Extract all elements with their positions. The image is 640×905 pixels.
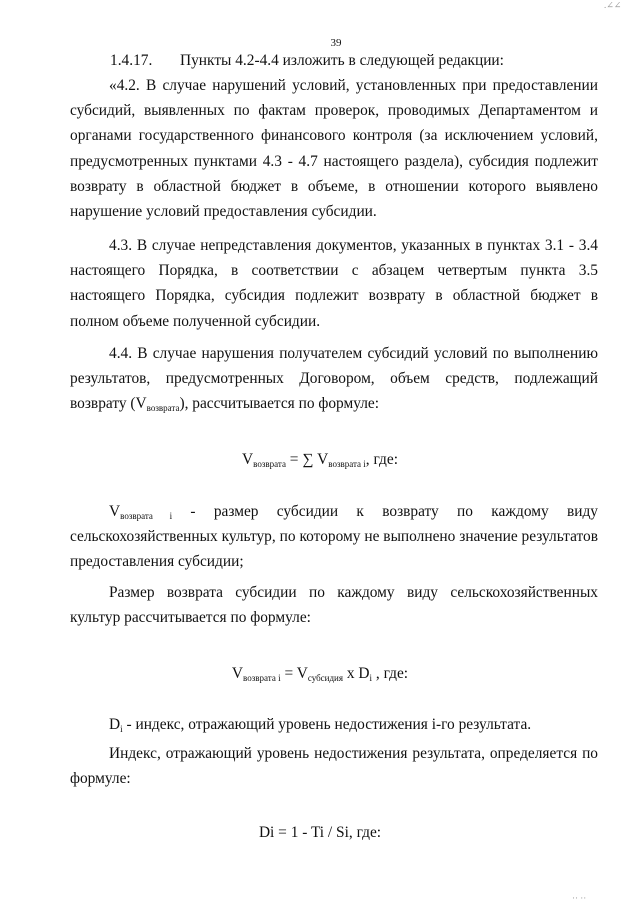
section-number: 1.4.17. [110, 52, 153, 69]
formula2-v: V [231, 665, 244, 682]
formula2-sub1: возврата i [243, 673, 281, 683]
definition-v-return-i [70, 499, 598, 575]
paragraph-4-2: «4.2. В случае нарушений условий, установленных при предоставлении субсидий, выявленных по фактам проверок, проводимых Департаментом и органами государственного финансового контроля (за исключением условий, предусмотренных пунктами 4.3 - 4.7 настоящего раздела), субсидия подлежит возврату в областной бюджет в объеме, в отношении которого выявлено нарушение условий предоставления субсидии. [70, 77, 598, 221]
p44-subscript: возврата [146, 403, 180, 414]
formula-return-per-crop [0, 663, 640, 685]
def-v-text: - размер субсидии к возврату по каждому виду сельскохозяйственных культур, по которому не выполнено значение результатов предоставления субсидии; [70, 503, 598, 571]
formula2-sub2: субсидия [307, 673, 343, 683]
def-d-symbol: D [109, 716, 121, 733]
paragraph-return-size: Размер возврата субсидии по каждому виду сельскохозяйственных культур рассчитывается по формуле: [70, 584, 598, 627]
p44-text: 4.4. В случае нарушения получателем субсидий условий по выполнению результатов, предусмотренных Договором, объем средств, подлежащий возврату (V [70, 345, 598, 413]
def-d-text: - индекс, отражающий уровень недостижения i-го результата. [122, 716, 532, 733]
corner-mark-top: .∠∠ [604, 0, 622, 10]
paragraph-4-4 [70, 341, 598, 417]
paragraph-4-3: 4.3. В случае непредставления документов, указанных в пунктах 3.1 - 3.4 настоящего Порядка, в соответствии с абзацем четвертым пункта 3.5 настоящего Порядка, субсидия подлежит возврату в областной бюджет в полном объеме полученной субсидии. [70, 237, 598, 330]
corner-mark-bottom: ·· ·· [572, 893, 587, 903]
page-number: 39 [330, 37, 342, 49]
formula1-tail: , где: [365, 451, 398, 468]
def-v-subscript: возврата i [120, 511, 173, 521]
formula2-sub3: i [369, 673, 373, 683]
formula1-sub2: возврата i [328, 459, 366, 469]
def-d-subscript: i [120, 724, 123, 734]
definition-d-i [70, 712, 598, 737]
def-v-symbol: V [109, 503, 121, 520]
formula2-eq: = V [280, 665, 308, 682]
formula-total-return [0, 449, 640, 471]
formula-index: Di = 1 - Ti / Si, где: [258, 824, 382, 841]
formula1-eq: = ∑ V [285, 451, 329, 468]
p44-tail: ), рассчитывается по формуле: [179, 395, 380, 413]
formula2-tail: , где: [372, 665, 409, 682]
section-heading-text: Пункты 4.2-4.4 изложить в следующей редакции: [180, 52, 504, 69]
formula1-v: V [242, 451, 254, 468]
formula2-mid: x D [343, 665, 370, 682]
formula1-sub1: возврата [253, 459, 286, 469]
section-heading [110, 48, 504, 73]
paragraph-index: Индекс, отражающий уровень недостижения результата, определяется по формуле: [70, 745, 598, 788]
